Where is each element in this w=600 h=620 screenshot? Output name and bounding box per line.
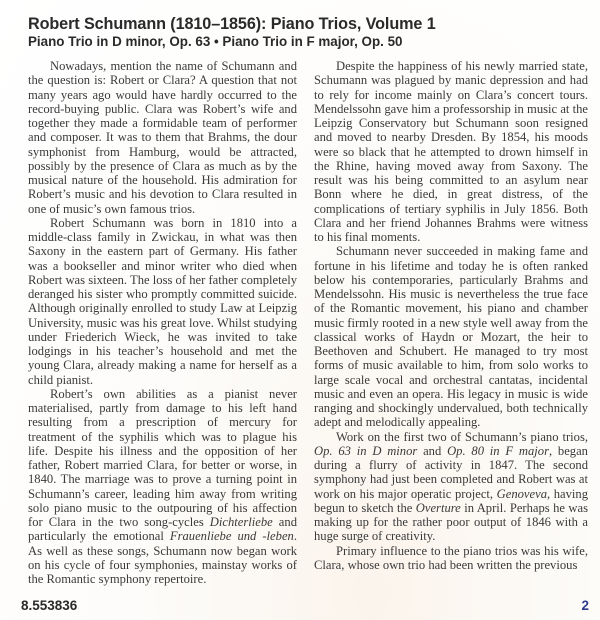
text-run: . As well as these songs, Schumann now began work on his cycle of four symphonies, mainstay works of the Romantic symphony repertoire.	[28, 529, 297, 586]
text-run: Work on the first two of Schumann’s piano trios,	[336, 429, 588, 444]
paragraph	[28, 387, 297, 587]
italic-title: Frauenliebe und -leben	[169, 529, 294, 544]
text-run: Despite the happiness of his newly married state, Schumann was plagued by manic depression and had to rely for income mainly on Clara’s concert tours. Mendelssohn gave him a professorship in music at the Leipzig Conservatory but Schumann soon resigned and moved to nearby Dresden. By 1854, his moods were so black that he attempted to drown himself in the Rhine, having moved away from Saxony. The result was his being committed to an asylum near Bonn where he died, in great distress, of the complications of tertiary syphilis in July 1856. Both Clara and her friend Johannes Brahms were witness to his final moments.	[314, 59, 588, 244]
text-run: Primary influence to the piano trios was his wife, Clara, whose own trio had been written the previous	[314, 543, 588, 572]
text-run: Robert’s own abilities as a pianist never materialised, partly from damage to his left hand resulting from a prescription of mercury for treatment of the syphilis which was to plague his life. Despite his illness and the opposition of her father, Robert married Clara, for better or worse, in 1840. The marriage was to prove a turning point in Schumann’s career, leading him away from writing solo piano music to the outpouring of his affection for Clara in the two song-cycles	[28, 386, 297, 529]
text-run: Nowadays, mention the name of Schumann and the question is: Robert or Clara? A question that not many years ago would have hardly occurred to the record-buying public. Clara was Robert’s wife and together they made a formidable team of performer and composer. It was to them that Brahms, the dour symphonist from Hamburg, would be attracted, possibly by the presence of Clara as much as by the musical nature of the household. His admiration for Robert’s music and his devotion to Clara resulted in one of music’s own famous trios.	[28, 59, 297, 216]
text-column-left	[28, 59, 297, 586]
header	[28, 15, 589, 50]
text-run: Robert Schumann was born in 1810 into a middle-class family in Zwickau, in what was then Saxony in the eastern part of Germany. His father was a bookseller and minor writer who died when Robert was sixteen. The loss of her father completely deranged his sister who promptly committed suicide. Although originally enrolled to study Law at Leipzig University, music was his great love. Whilst studying under Friederich Wieck, he was invited to take lodgings in his teacher’s household and met the young Clara, already making a name for herself as a child pianist.	[28, 215, 297, 387]
text-columns	[28, 59, 589, 586]
text-run: and	[417, 443, 448, 458]
paragraph	[28, 59, 297, 216]
paragraph	[314, 544, 588, 573]
text-run: , having begun to sketch the	[314, 486, 588, 515]
paragraph	[314, 59, 588, 244]
page-title: Robert Schumann (1810–1856): Piano Trios, Volume 1	[28, 15, 436, 33]
page-subtitle: Piano Trio in D minor, Op. 63 • Piano Trio in F major, Op. 50	[28, 34, 403, 49]
italic-title: Op. 80 in F major	[447, 443, 549, 458]
italic-title: Genoveva	[496, 486, 547, 501]
text-run: and particularly the emotional	[28, 515, 297, 544]
paragraph	[314, 430, 588, 544]
italic-title: Dichterliebe	[209, 515, 273, 529]
text-run: Schumann never succeeded in making fame and fortune in his lifetime and today he is often ranked below his contemporaries, particularly Brahms and Mendelssohn. His music is nevertheless the true face of the Romantic movement, his piano and chamber music firmly rooted in a new style well away from the classical works of Haydn or Mozart, the heir to Beethoven and Schubert. He managed to try most forms of music available to him, from solo works to large scale vocal and orchestral cantatas, incidental music and even an opera. His legacy in music is wide ranging and shockingly undervalued, both technically adept and melodically appealing.	[314, 244, 588, 430]
paragraph	[314, 244, 588, 429]
text-run: , began during a flurry of activity in 1847. The second symphony had just been completed and Robert was at work on his major operatic project,	[314, 443, 588, 501]
catalog-number: 8.553836	[21, 598, 78, 614]
text-run: in April. Perhaps he was making up for the rather poor output of 1846 with a huge surge of creativity.	[314, 500, 589, 544]
italic-title: Op. 63 in D minor	[314, 443, 418, 458]
italic-title: Overture	[415, 500, 461, 515]
footer	[21, 598, 589, 614]
paragraph	[28, 216, 297, 387]
text-column-right	[314, 59, 588, 572]
page-number: 2	[581, 598, 589, 614]
